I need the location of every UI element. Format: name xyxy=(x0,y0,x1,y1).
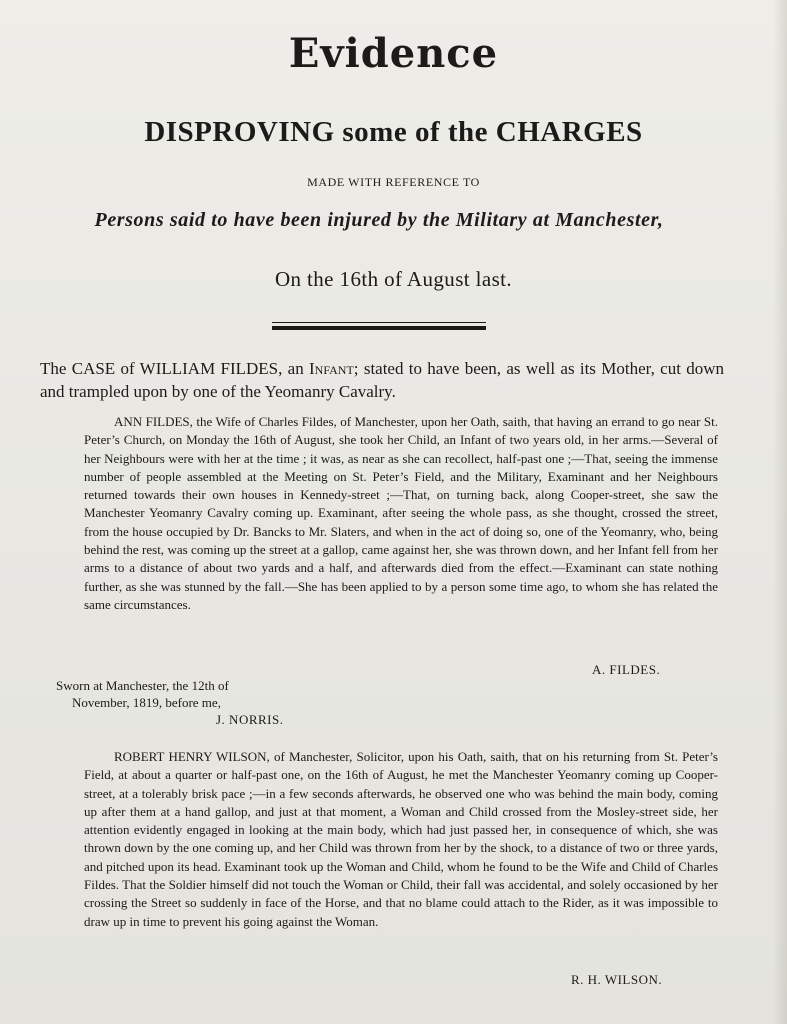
sworn-line-3: J. NORRIS. xyxy=(216,712,284,727)
sworn-line-2: November, 1819, before me, xyxy=(72,695,221,710)
case-heading-part2: ; stated to have been, as well as its Mother, cut down and trampled upon by one of the Yeomanry Cavalry. xyxy=(40,359,724,401)
divider-thin xyxy=(272,322,486,323)
case-heading xyxy=(40,357,724,403)
date-line: On the 16th of August last. xyxy=(274,267,513,291)
sworn-block xyxy=(56,677,316,728)
affidavit-wilson-text: ROBERT HENRY WILSON, of Manchester, Solicitor, upon his Oath, saith, that on his returning from St. Peter’s Field, at about a quarter or half-past one, on the 16th of August, he met the Manchester Yeomanry coming up Cooper-street, at a tolerably brisk pace ;—in a few seconds afterwards, he observed one who was behind the main body, coming up after them at a hand gallop, and just at that moment, a Woman and Child crossed from the Mosley-street side, her attention evidently engaged in looking at the main body, which had just passed her, in consequence of which, she was thrown down by the one coming up, and her Child was thrown from her by the shock, to a distance of two or three yards, and pitched upon its head. Examinant took up the Woman and Child, whom he found to be the Wife and Child of Charles Fildes. That the Soldier himself did not touch the Woman or Child, their fall was accidental, and solely occasioned by her crossing the Street so suddenly in face of the Horse, and that no blame could attach to the Rider, as it was impossible to draw up in time to prevent his going against the Woman. xyxy=(84,749,718,929)
subject-line: Persons said to have been injured by the Military at Manchester, xyxy=(94,209,664,231)
headline: DISPROVING some of the CHARGES xyxy=(144,116,643,148)
case-heading-part1: The CASE of WILLIAM FILDES, an xyxy=(40,359,310,378)
affidavit-wilson xyxy=(84,748,718,931)
signature-fildes: A. FILDES. xyxy=(592,662,661,677)
sworn-line-1: Sworn at Manchester, the 12th of xyxy=(56,678,229,693)
document-title: Evidence xyxy=(288,30,499,77)
page-edge-shadow xyxy=(773,0,787,1024)
subheading: MADE WITH REFERENCE TO xyxy=(307,175,480,189)
signature-wilson: R. H. WILSON. xyxy=(571,972,663,987)
affidavit-fildes-text: ANN FILDES, the Wife of Charles Fildes, of Manchester, upon her Oath, saith, that having an errand to go near St. Peter’s Church, on Monday the 16th of August, she took her Child, an Infant of two years old, in her arms.—Several of her Neighbours were with her at the time ; it was, as near as she can recollect, half-past one ;—That, seeing the immense number of people assembled at the Meeting on St. Peter’s Field, and the Military, Examinant and her Neighbours returned towards their own houses in Kennedy-street ;—That, on turning back, along Cooper-street, she saw the Manchester Yeomanry Cavalry coming up. Examinant, after seeing the whole pass, as she thought, crossed the street, from the house occupied by Dr. Bancks to Mr. Slaters, and when in the act of doing so, one of the Yeomanry, who, being behind the rest, was coming up the street at a gallop, came against her, she was thrown down, and her Infant fell from her arms to a distance of about two yards and a half, and afterwards died from the effect.—Examinant can state nothing further, as she was stunned by the fall.—She has been applied to by a person some time ago, to whom she has related the same circumstances. xyxy=(84,414,718,612)
case-heading-infant: Infant xyxy=(309,359,354,378)
divider-thick xyxy=(272,326,486,330)
affidavit-fildes xyxy=(84,413,718,614)
